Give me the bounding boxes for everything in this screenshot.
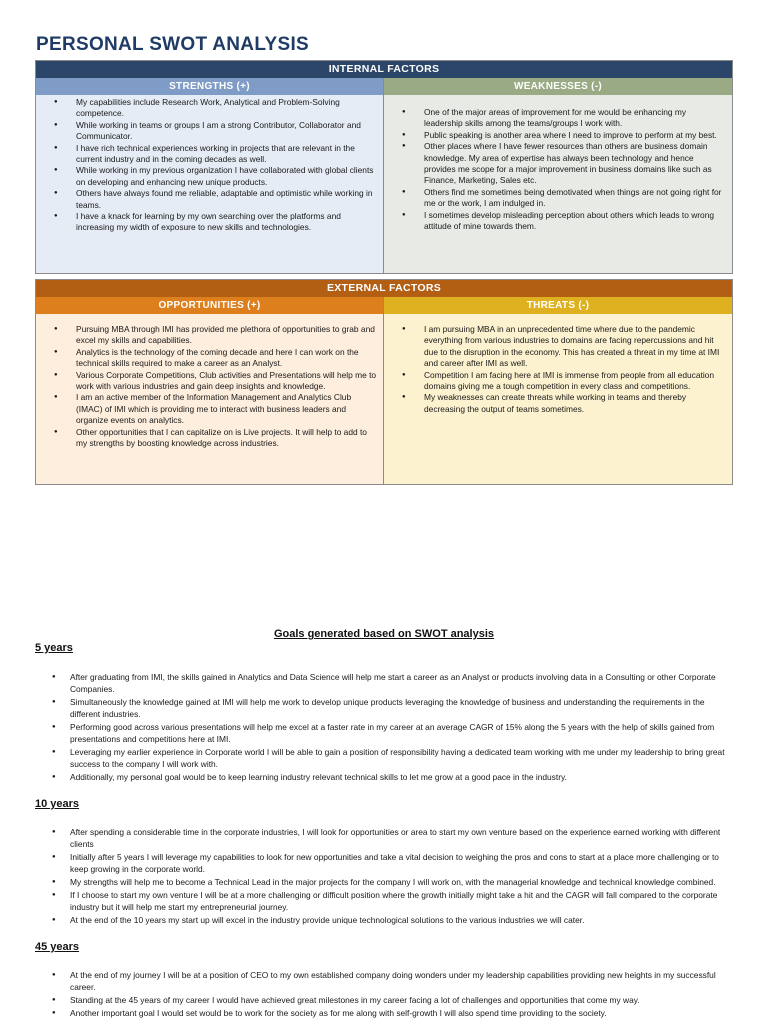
weakness-item: ● Others find me sometimes being demotivated when things are not going right for me or the work, I am indulged in. xyxy=(424,187,726,210)
threats-list xyxy=(400,324,726,415)
fortyfive-years-goals-list xyxy=(70,969,730,1020)
opportunity-item: ● Various Corporate Competitions, Club activities and Presentations will help me to work with various industries and gain deep insights and knowledge. xyxy=(76,370,377,393)
weaknesses-list xyxy=(400,107,726,232)
goal-item: ● My strengths will help me to become a Technical Lead in the major projects for the company I will work on, with the managerial knowledge and technical knowledge combined. xyxy=(70,876,730,888)
five-years-title: 5 years xyxy=(35,642,73,654)
weaknesses-header: WEAKNESSES (-) xyxy=(384,78,732,95)
goal-item: ● At the end of my journey I will be at a position of CEO to my own established company doing wonders under my leadership capabilities providing new heights in my successful career. xyxy=(70,969,730,993)
opportunity-item: ● Pursuing MBA through IMI has provided me plethora of opportunities to grab and excel my skills and capabilities. xyxy=(76,324,377,347)
goal-item: ● Additionally, my personal goal would be to keep learning industry relevant technical skills to let me grow at a good pace in the industry. xyxy=(70,771,730,783)
external-factors-header: EXTERNAL FACTORS xyxy=(36,280,732,297)
goal-item: ● After graduating from IMI, the skills gained in Analytics and Data Science will help me start a career as an Analyst or products involving data in a Consulting or other Corporate Companies. xyxy=(70,671,730,695)
goal-item: ● Leveraging my earlier experience in Corporate world I will be able to gain a position of responsibility having a dedicated team working with me under my leadership to bring great success to the company I will work with. xyxy=(70,746,730,770)
opportunities-cell xyxy=(36,314,384,484)
strengths-cell xyxy=(36,95,384,273)
opportunities-header: OPPORTUNITIES (+) xyxy=(36,297,384,314)
strengths-header: STRENGTHS (+) xyxy=(36,78,384,95)
goal-item: ● Standing at the 45 years of my career I would have achieved great milestones in my career facing a lot of challenges and opportunities that come my way. xyxy=(70,994,730,1006)
goal-item: ● Performing good across various presentations will help me excel at a faster rate in my career at an average CAGR of 15% along the 5 years with the help of skills gained from presentations and competitions here at IMI. xyxy=(70,721,730,745)
strength-item: ● While working in my previous organization I have collaborated with global clients on developing and enhancing new unique products. xyxy=(76,165,377,188)
opportunity-item: ● Analytics is the technology of the coming decade and here I can work on the technical skills required to make a career as an Analyst. xyxy=(76,347,377,370)
ten-years-title: 10 years xyxy=(35,798,80,810)
page-title: PERSONAL SWOT ANALYSIS xyxy=(36,34,309,55)
fortyfive-years-title: 45 years xyxy=(35,941,80,953)
strength-item: ● While working in teams or groups I am a strong Contributor, Collaborator and Communicator. xyxy=(76,120,377,143)
weakness-item: ● I sometimes develop misleading perception about others which leads to wrong attitude of mine towards them. xyxy=(424,210,726,233)
strengths-list xyxy=(52,97,377,234)
opportunities-list xyxy=(52,324,377,449)
opportunity-item: ● I am an active member of the Information Management and Analytics Club (IMAC) of IMI which is providing me to interact with business leaders and organize events on analytics. xyxy=(76,392,377,426)
strength-item: ● My capabilities include Research Work, Analytical and Problem-Solving competence. xyxy=(76,97,377,120)
goal-item: ● If I choose to start my own venture I will be at a more challenging or difficult position where the growth initially might take a hit and the CAGR will fall compared to the corporate industry but it will help me start my entrepreneurial journey. xyxy=(70,889,730,913)
threat-item: ● Competition I am facing here at IMI is immense from people from all education domains giving me a tough competition in every class and competitions. xyxy=(424,370,726,393)
external-factors-table xyxy=(35,279,733,485)
threat-item: ● I am pursuing MBA in an unprecedented time where due to the pandemic everything from various industries to domains are facing repercussions and hit due to the disruption in the economy. This has created a threat in my time at IMI and career after IMI as well. xyxy=(424,324,726,370)
threats-header: THREATS (-) xyxy=(384,297,732,314)
weakness-item: ● Other places where I have fewer resources than others are business domain knowledge. My area of expertise has always been technology and hence provides me scope for a major improvement in business domains like such as Finance, Marketing, Sales etc. xyxy=(424,141,726,187)
weakness-item: ● Public speaking is another area where I need to improve to perform at my best. xyxy=(424,130,726,141)
goal-item: ● Initially after 5 years I will leverage my capabilities to look for new opportunities and take a vital decision to weighing the pros and cons to start at a place more challenging or to keep growing in the corporate world. xyxy=(70,851,730,875)
ten-years-goals-list xyxy=(70,826,730,927)
strength-item: ● Others have always found me reliable, adaptable and optimistic while working in teams. xyxy=(76,188,377,211)
strength-item: ● I have rich technical experiences working in projects that are relevant in the current industry and in the coming decades as well. xyxy=(76,143,377,166)
goal-item: ● After spending a considerable time in the corporate industries, I will look for opportunities or area to start my own venture based on the experience earned working with different clients xyxy=(70,826,730,850)
strength-item: ● I have a knack for learning by my own searching over the platforms and increasing my width of exposure to new skills and technologies. xyxy=(76,211,377,234)
goals-heading: Goals generated based on SWOT analysis xyxy=(273,628,495,640)
threats-cell xyxy=(384,314,732,484)
internal-factors-header: INTERNAL FACTORS xyxy=(36,61,732,78)
threat-item: ● My weaknesses can create threats while working in teams and thereby decreasing the output of teams sometimes. xyxy=(424,392,726,415)
internal-factors-table xyxy=(35,60,733,274)
five-years-goals-list xyxy=(70,671,730,784)
goal-item: ● Another important goal I would set would be to work for the society as for me along with self-growth I will also spend time providing to the society. xyxy=(70,1007,730,1019)
weaknesses-cell xyxy=(384,95,732,273)
goal-item: ● Simultaneously the knowledge gained at IMI will help me work to develop unique products leveraging the knowledge of business and understanding the requirements in the different industries. xyxy=(70,696,730,720)
goal-item: ● At the end of the 10 years my start up will excel in the industry provide unique technological solutions to the various industries we will cater. xyxy=(70,914,730,926)
opportunity-item: ● Other opportunities that I can capitalize on is Live projects. It will help to add to my strengths by boosting knowledge across industries. xyxy=(76,427,377,450)
weakness-item: ● One of the major areas of improvement for me would be enhancing my leadership skills among the teams/groups I work with. xyxy=(424,107,726,130)
